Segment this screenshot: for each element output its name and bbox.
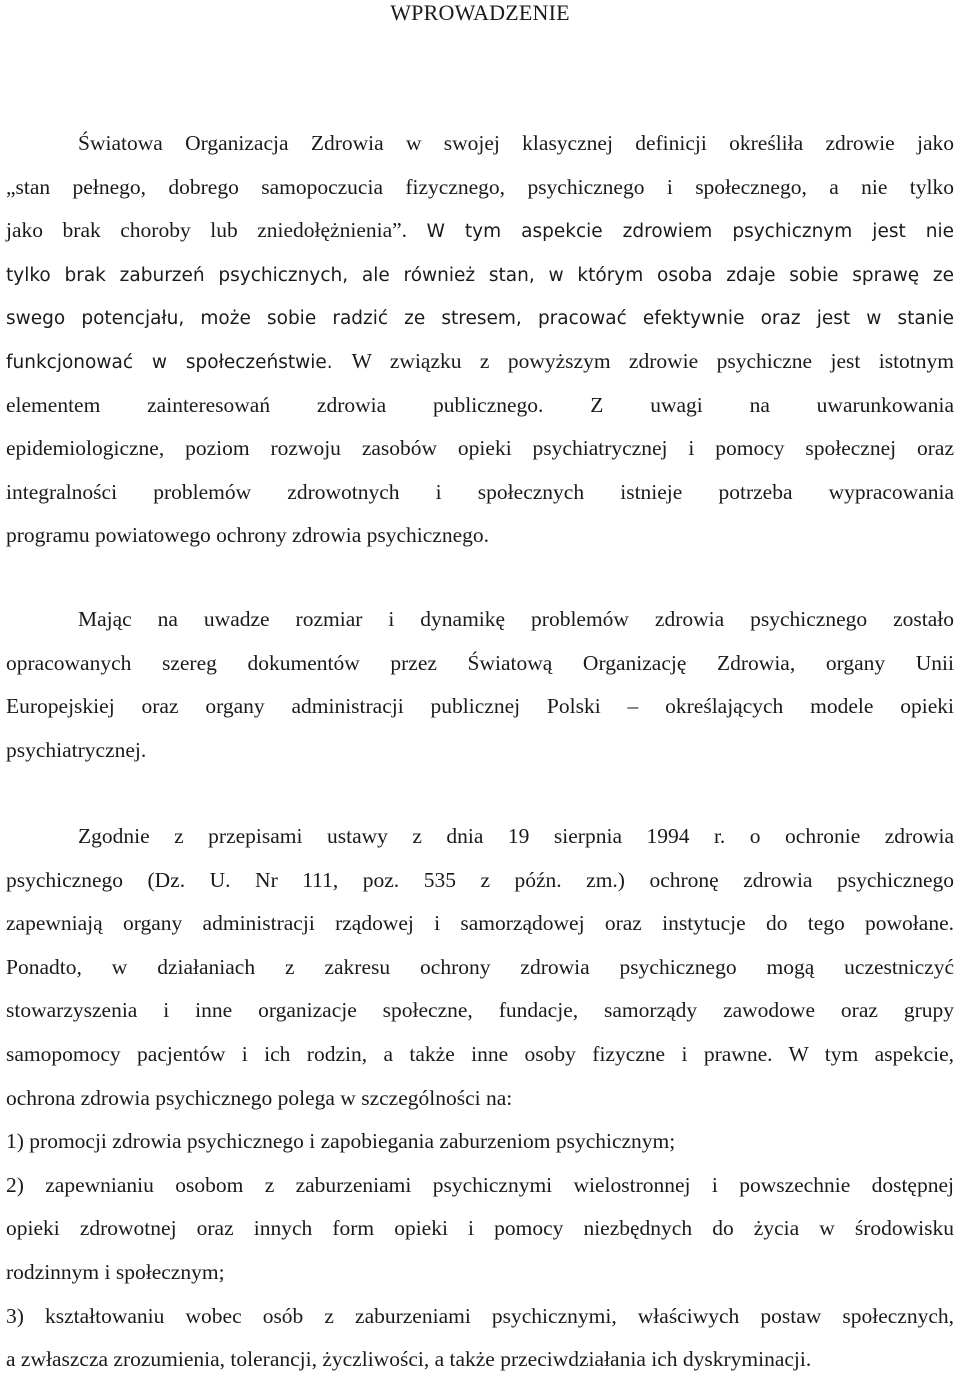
text-run: W związku z powyższym zdrowie psychiczne jest istotnym [351, 348, 954, 373]
text-run: a zwłaszcza zrozumienia, tolerancji, życzliwości, a także przeciwdziałania ich dyskryminacji. [6, 1347, 812, 1372]
text-line [6, 815, 954, 859]
text-line [6, 1295, 954, 1339]
text-run: psychicznego (Dz. U. Nr 111, poz. 535 z późn. zm.) ochronę zdrowia psychicznego [6, 867, 954, 892]
text-line [6, 598, 954, 642]
text-run: 2) zapewnianiu osobom z zaburzeniami psychicznymi wielostronnej i powszechnie dostępnej [6, 1172, 954, 1197]
text-run: zapewniają organy administracji rządowej i samorządowej oraz instytucje do tego powołane. [6, 911, 954, 936]
text-run: epidemiologiczne, poziom rozwoju zasobów opieki psychiatrycznej i pomocy społecznej oraz [6, 436, 954, 461]
text-line [6, 685, 954, 729]
text-line [6, 209, 954, 253]
text-line [6, 384, 954, 428]
text-line [6, 1077, 954, 1121]
text-run: Ponadto, w działaniach z zakresu ochrony zdrowia psychicznego mogą uczestniczyć [6, 954, 954, 979]
text-line [6, 296, 954, 340]
paragraph-documents [6, 598, 954, 772]
paragraph-who-definition [6, 122, 954, 558]
text-run: samopomocy pacjentów i ich rodzin, a także inne osoby fizyczne i prawne. W tym aspekcie, [6, 1041, 954, 1066]
text-run: jako brak choroby lub zniedołężnienia”. [6, 218, 427, 243]
text-run: elementem zainteresowań zdrowia publicznego. Z uwagi na uwarunkowania [6, 392, 954, 417]
text-run: stowarzyszenia i inne organizacje społeczne, fundacje, samorządy zawodowe oraz grupy [6, 998, 954, 1023]
text-line [6, 859, 954, 903]
text-run: Zgodnie z przepisami ustawy z dnia 19 sierpnia 1994 r. o ochronie zdrowia [78, 824, 954, 848]
document-title: WPROWADZENIE [390, 0, 570, 25]
text-run: 1) promocji zdrowia psychicznego i zapobiegania zaburzeniom psychicznym; [6, 1129, 676, 1154]
text-run: swego potencjału, może sobie radzić ze stresem, pracować efektywnie oraz jest w stanie [6, 308, 954, 330]
text-run: funkcjonować w społeczeństwie. [6, 351, 352, 373]
text-line [6, 1033, 954, 1077]
text-run: integralności problemów zdrowotnych i społecznych istnieje potrzeba wypracowania [6, 479, 954, 504]
paragraph-law [6, 815, 954, 1382]
text-run: psychiatrycznej. [6, 737, 147, 762]
text-line [6, 166, 954, 210]
text-run: W tym aspekcie zdrowiem psychicznym jest nie [426, 221, 954, 243]
text-run: „stan pełnego, dobrego samopoczucia fizycznego, psychicznego i społecznego, a nie tylko [6, 174, 954, 199]
text-line [6, 1207, 954, 1251]
text-line [6, 729, 954, 773]
text-line [6, 1338, 954, 1382]
text-line [6, 1164, 954, 1208]
text-line [6, 122, 954, 166]
text-run: Światowa Organizacja Zdrowia w swojej klasycznej definicji określiła zdrowie jako [78, 131, 954, 155]
text-line [6, 427, 954, 471]
text-run: opracowanych szereg dokumentów przez Światową Organizację Zdrowia, organy Unii [6, 650, 954, 675]
text-line [6, 1120, 954, 1164]
text-line [6, 642, 954, 686]
text-line [6, 946, 954, 990]
text-line [6, 471, 954, 515]
text-line [6, 514, 954, 558]
text-run: Mając na uwadze rozmiar i dynamikę problemów zdrowia psychicznego zostało [78, 607, 954, 631]
text-run: ochrona zdrowia psychicznego polega w szczególności na: [6, 1085, 513, 1110]
text-run: Europejskiej oraz organy administracji publicznej Polski – określających modele opieki [6, 694, 954, 719]
text-line [6, 1251, 954, 1295]
text-line [6, 902, 954, 946]
text-run: rodzinnym i społecznym; [6, 1259, 225, 1284]
text-run: tylko brak zaburzeń psychicznych, ale również stan, w którym osoba zdaje sobie sprawę ze [6, 264, 954, 286]
text-line [6, 253, 954, 297]
text-line [6, 340, 954, 384]
text-line [6, 989, 954, 1033]
text-run: 3) kształtowaniu wobec osób z zaburzeniami psychicznymi, właściwych postaw społecznych, [6, 1303, 954, 1328]
text-run: opieki zdrowotnej oraz innych form opieki i pomocy niezbędnych do życia w środowisku [6, 1216, 954, 1241]
text-run: programu powiatowego ochrony zdrowia psychicznego. [6, 523, 490, 548]
